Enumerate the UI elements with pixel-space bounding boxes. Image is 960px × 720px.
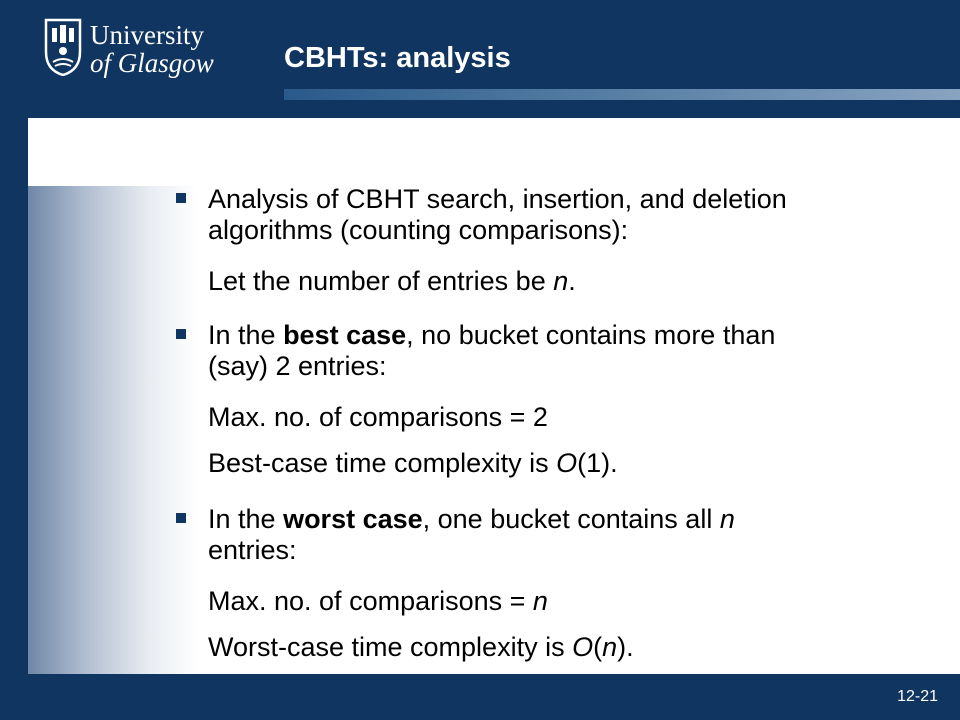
text-run: , one bucket contains all: [422, 504, 720, 534]
text-run: Max. no. of comparisons = 2: [208, 402, 548, 432]
text-run: , no bucket contains more than: [406, 320, 776, 350]
bullet-item: [208, 184, 928, 246]
slide-title: CBHTs: analysis: [284, 42, 511, 74]
slide-footer: [0, 674, 960, 720]
bullet-line: [208, 351, 928, 382]
sub-line: [208, 266, 576, 297]
italic-text: n: [532, 586, 548, 616]
italic-text: O: [572, 632, 594, 662]
slide-header: [0, 0, 960, 118]
sub-line: [208, 448, 618, 479]
text-run: In the: [208, 504, 284, 534]
bullet-line: Analysis of CBHT search, insertion, and deletion: [208, 184, 787, 214]
logo-text-line1: University: [90, 20, 204, 50]
crest-icon: [44, 18, 82, 76]
bold-text: worst case: [283, 504, 423, 534]
italic-text: n: [602, 632, 618, 662]
text-run: Worst-case time complexity is: [208, 632, 573, 662]
bullet-line: [208, 535, 928, 566]
text-run: Best-case time complexity is: [208, 448, 557, 478]
sub-line: [208, 402, 548, 433]
italic-text: O: [556, 448, 578, 478]
text-run: .: [568, 266, 576, 296]
sub-line: [208, 632, 634, 663]
text-run: entries:: [208, 535, 297, 565]
university-logo: [44, 18, 214, 82]
slide-content: [28, 118, 960, 674]
bullet-item: [208, 504, 928, 566]
text-run: Let the number of entries be: [208, 266, 554, 296]
text-run: ).: [617, 632, 634, 662]
square-bullet-icon: [176, 329, 186, 339]
text-run: (1).: [577, 448, 618, 478]
italic-text: n: [553, 266, 569, 296]
bullet-line: [208, 504, 928, 535]
text-run: Max. no. of comparisons =: [208, 586, 533, 616]
sub-line: [208, 586, 548, 617]
text-run: (say) 2 entries:: [208, 351, 387, 381]
content-top-band: [28, 118, 960, 186]
square-bullet-icon: [176, 513, 186, 523]
bold-text: best case: [283, 320, 407, 350]
square-bullet-icon: [176, 193, 186, 203]
italic-text: n: [719, 504, 735, 534]
logo-text-line2: of Glasgow: [90, 48, 214, 78]
bullet-line: algorithms (counting comparisons):: [208, 215, 629, 245]
page-number: 12-21: [897, 688, 938, 705]
title-underline: [284, 89, 960, 100]
bullet-item: [208, 320, 928, 382]
text-run: (: [593, 632, 603, 662]
bullet-line: [208, 320, 928, 351]
text-run: In the: [208, 320, 284, 350]
